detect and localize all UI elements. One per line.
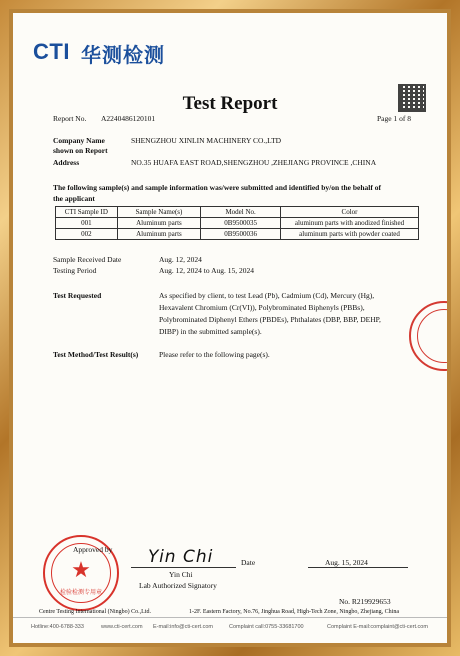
table-header: Color [281, 207, 419, 218]
received-date-value: Aug. 12, 2024 [159, 255, 202, 264]
report-paper [13, 13, 447, 643]
cti-logo: CTI [33, 39, 70, 64]
page-title: Test Report [182, 93, 278, 114]
table-header: Model No. [201, 207, 281, 218]
date-label: Date [241, 558, 256, 567]
test-method-label: Test Method/Test Result(s) [53, 350, 139, 359]
company-name-label-2: shown on Report [53, 146, 108, 155]
statement-line-1: The following sample(s) and sample information was/were submitted and identified by/on the behalf of [53, 183, 382, 192]
footer-website: www.cti-cert.com [101, 624, 143, 630]
testing-period-label: Testing Period [53, 266, 97, 275]
footer-email: E-mail:info@cti-cert.com [153, 624, 213, 630]
approved-by-label: Approved by [73, 545, 113, 554]
right-seal-stamp [409, 301, 447, 371]
footer-complaint-email: Complaint E-mail:complaint@cti-cert.com [327, 624, 428, 630]
test-requested-line: Polybrominated Diphenyl Ethers (PBDEs), Phthalates (DBP, BBP, DEHP, [159, 315, 381, 324]
received-date-label: Sample Received Date [53, 255, 122, 264]
table-cell: Aluminum parts [117, 218, 200, 229]
signatory-title: Lab Authorized Signatory [139, 581, 217, 590]
table-cell: Aluminum parts [117, 229, 200, 240]
handwritten-signature: Yin Chi [148, 547, 214, 567]
report-no-label: Report No. [53, 114, 87, 123]
signatory-name: Yin Chi [169, 570, 193, 579]
statement-line-2: the applicant [53, 194, 95, 203]
table-header: Sample Name(s) [117, 207, 200, 218]
table-cell: aluminum parts with powder coated [281, 229, 419, 240]
lab-address: 1-2F. Eastern Factory, No.76, Jinghua Road, High-Tech Zone, Ningbo, Zhejiang, China [189, 609, 400, 615]
certificate-number: No. R219929653 [339, 597, 391, 606]
table-cell: 0B9500035 [201, 218, 281, 229]
sample-table [55, 206, 419, 240]
page-number: Page 1 of 8 [377, 114, 411, 123]
table-cell: 001 [56, 218, 118, 229]
signature-line [131, 567, 236, 568]
table-header: CTI Sample ID [56, 207, 118, 218]
test-requested-label: Test Requested [53, 291, 102, 300]
table-cell: 002 [56, 229, 118, 240]
company-name-value: SHENGZHOU XINLIN MACHINERY CO.,LTD [131, 136, 282, 145]
company-name-label: Company Name [53, 136, 105, 145]
test-requested-line: As specified by client, to test Lead (Pb), Cadmium (Cd), Mercury (Hg), [159, 291, 375, 300]
table-row [56, 229, 419, 240]
seal-star-icon: ★ [71, 557, 91, 582]
lab-name: Centre Testing International (Ningbo) Co.,Ltd. [39, 609, 151, 615]
table-cell: aluminum parts with anodized finished [281, 218, 419, 229]
right-seal-ring [417, 309, 447, 363]
date-value: Aug. 15, 2024 [325, 558, 368, 567]
report-no-value: A2240486120101 [101, 114, 156, 123]
cti-chinese-logo: 华测检测 [81, 43, 165, 67]
address-label: Address [53, 158, 80, 167]
footer-complaint-call: Complaint call:0755-33681700 [229, 624, 304, 630]
address-value: NO.35 HUAFA EAST ROAD,SHENGZHOU ,ZHEJIANG PROVINCE ,CHINA [131, 158, 377, 167]
table-header-row [56, 207, 419, 218]
test-method-value: Please refer to the following page(s). [159, 350, 270, 359]
footer-bar [13, 617, 447, 638]
test-requested-line: Hexavalent Chromium (Cr(VI)), Polybrominated Biphenyls (PBBs), [159, 303, 365, 312]
table-row [56, 218, 419, 229]
table-cell: 0B9500036 [201, 229, 281, 240]
footer-hotline: Hotline:400-6788-333 [31, 624, 84, 630]
seal-text: 检验检测专用章 [59, 589, 102, 596]
testing-period-value: Aug. 12, 2024 to Aug. 15, 2024 [159, 266, 255, 275]
test-requested-line: DIBP) in the submitted sample(s). [159, 327, 262, 336]
date-line [308, 567, 408, 568]
